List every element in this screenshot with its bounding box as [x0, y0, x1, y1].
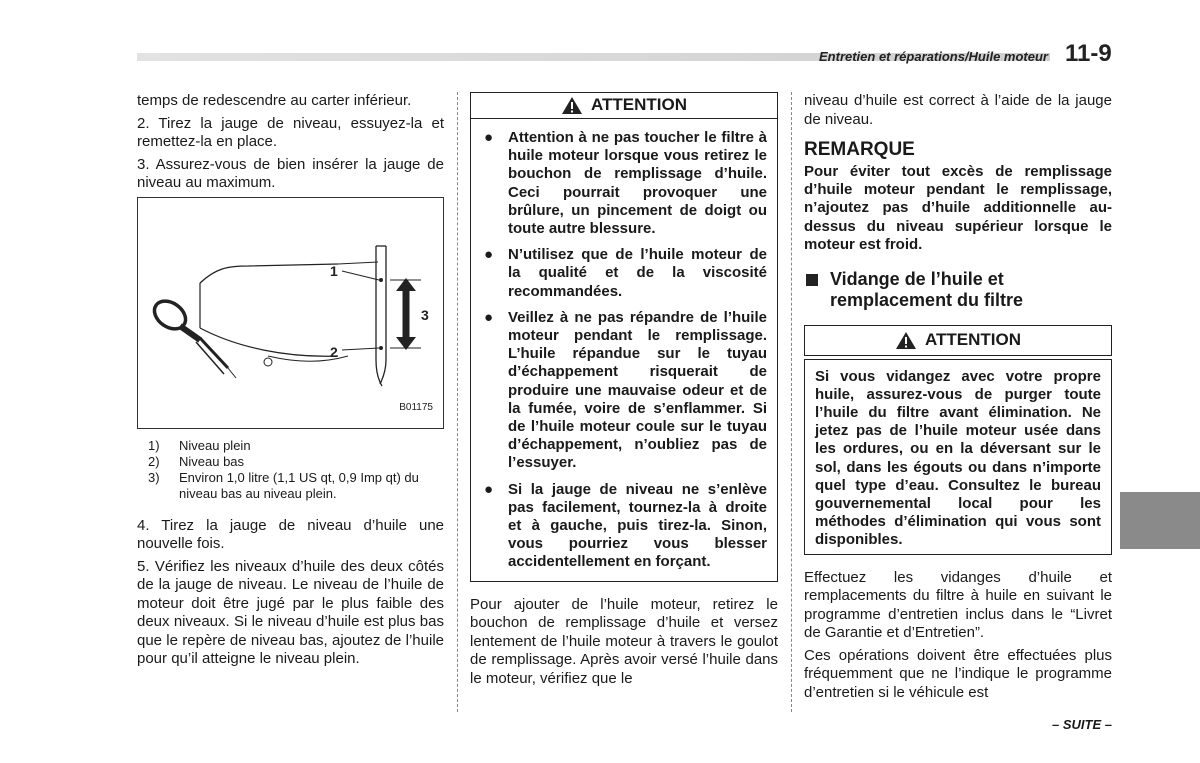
paragraph: niveau d’huile est correct à l’aide de la jauge de niveau.: [804, 92, 1112, 128]
subheading: [804, 269, 1112, 311]
callout-1: 1: [330, 262, 338, 279]
legend-item: 3) Environ 1,0 litre (1,1 US qt, 0,9 Imp qt) du niveau bas au niveau plein.: [148, 469, 419, 501]
figure-code: B01175: [399, 402, 433, 413]
warning-item: ● Si la jauge de niveau ne s’enlève pas facilement, tournez-la à droite et à gauche, puis tirez-la. Sinon, vous pourriez vous blesser accidentellement en forçant.: [481, 481, 767, 572]
section-title: Entretien et réparations/Huile moteur: [819, 49, 1048, 64]
step-3: 3. Assurez-vous de bien insérer la jauge de niveau au maximum.: [137, 155, 444, 191]
column-right: [804, 92, 1112, 735]
warning-triangle-icon: [561, 96, 583, 115]
paragraph: Ces opérations doivent être effectuées plus fréquemment que ne l’indique le programme d’entretien si le véhicule est: [804, 646, 1112, 701]
legend-item: 2) Niveau bas: [148, 453, 245, 469]
legend-item: 1) Niveau plein: [148, 437, 251, 453]
paragraph: Effectuez les vidanges d’huile et remplacements du filtre à huile en suivant le programme d’entretien inclus dans le “Livret de Garantie et d’Entretien”.: [804, 568, 1112, 642]
column-divider: [791, 92, 792, 712]
warning-header: [804, 325, 1112, 356]
column-left: [137, 92, 444, 673]
dipstick-figure: [137, 197, 444, 429]
page-number: 11-9: [1065, 40, 1112, 67]
warning-item: ● N’utilisez que de l’huile moteur de la qualité et de la viscosité recommandées.: [481, 246, 767, 301]
paragraph: Pour ajouter de l’huile moteur, retirez le bouchon de remplissage d’huile et versez lentement de l’huile moteur à travers le goulot de remplissage. Après avoir versé l’huile dans le moteur, vérifiez que le: [470, 595, 778, 687]
figure-legend: [137, 438, 444, 502]
dipstick-illustration: [138, 198, 443, 428]
warning-triangle-icon: [895, 331, 917, 350]
bullet-icon: ●: [484, 129, 494, 146]
chapter-tab: [1120, 492, 1200, 549]
warning-title: ATTENTION: [590, 95, 687, 115]
continued-label: – SUITE –: [1052, 717, 1112, 733]
note-body: Pour éviter tout excès de remplissage d’huile moteur pendant le remplissage, n’ajoutez pas d’huile additionnelle au-dessus du niveau supérieur lorsque le moteur est froid.: [804, 162, 1112, 254]
warning-item: ● Veillez à ne pas répandre de l’huile moteur pendant le remplissage. L’huile répandue sur le tuyau d’échappement risquerait de produire une mauvaise odeur et de la fumée, voire de s’enflammer. Si de l’huile moteur coule sur le tuyau d’échappement, n’oubliez pas de l’essuyer.: [481, 309, 767, 473]
step-2: 2. Tirez la jauge de niveau, essuyez-la et remettez-la en place.: [137, 114, 444, 150]
warning-box: [470, 119, 778, 582]
bullet-icon: ●: [484, 480, 494, 498]
callout-3: 3: [421, 306, 429, 323]
column-middle: [470, 92, 778, 692]
column-divider: [457, 92, 458, 712]
warning-header: [470, 92, 778, 119]
step-4: 4. Tirez la jauge de niveau d’huile une nouvelle fois.: [137, 516, 444, 552]
subheading-text: Vidange de l’huile et remplacement du filtre: [830, 268, 1024, 310]
step-5: 5. Vérifiez les niveaux d’huile des deux côtés de la jauge de niveau. Le niveau de l’huile de moteur doit être jugé par le plus faible des deux niveaux. Si le niveau d’huile est plus bas que le repère de niveau bas, ajoutez de l’huile pour qu’il atteigne le niveau plein.: [137, 557, 444, 667]
warning-item: ● Attention à ne pas toucher le filtre à huile moteur lorsque vous retirez le bouchon de remplissage d’huile. Ceci pourrait provoquer une brûlure, un pincement de doigt ou toute autre blessure.: [481, 129, 767, 238]
paragraph: temps de redescendre au carter inférieur.: [137, 92, 412, 109]
warning-box: Si vous vidangez avec votre propre huile, assurez-vous de purger toute l’huile du filtre avant élimination. Ne jetez pas de l’huile moteur usée dans les ordures, ou en la déversant sur le sol, dans les égouts ou dans n’importe quel type d’eau. Consultez le bureau gouvernemental local pour les méthodes d’élimination qui vous sont disponibles.: [804, 359, 1112, 555]
black-square-icon: [806, 274, 818, 286]
bullet-icon: ●: [484, 308, 494, 326]
bullet-icon: ●: [484, 246, 494, 264]
warning-title: ATTENTION: [924, 329, 1021, 349]
callout-2: 2: [330, 343, 338, 360]
note-title: REMARQUE: [804, 139, 915, 160]
